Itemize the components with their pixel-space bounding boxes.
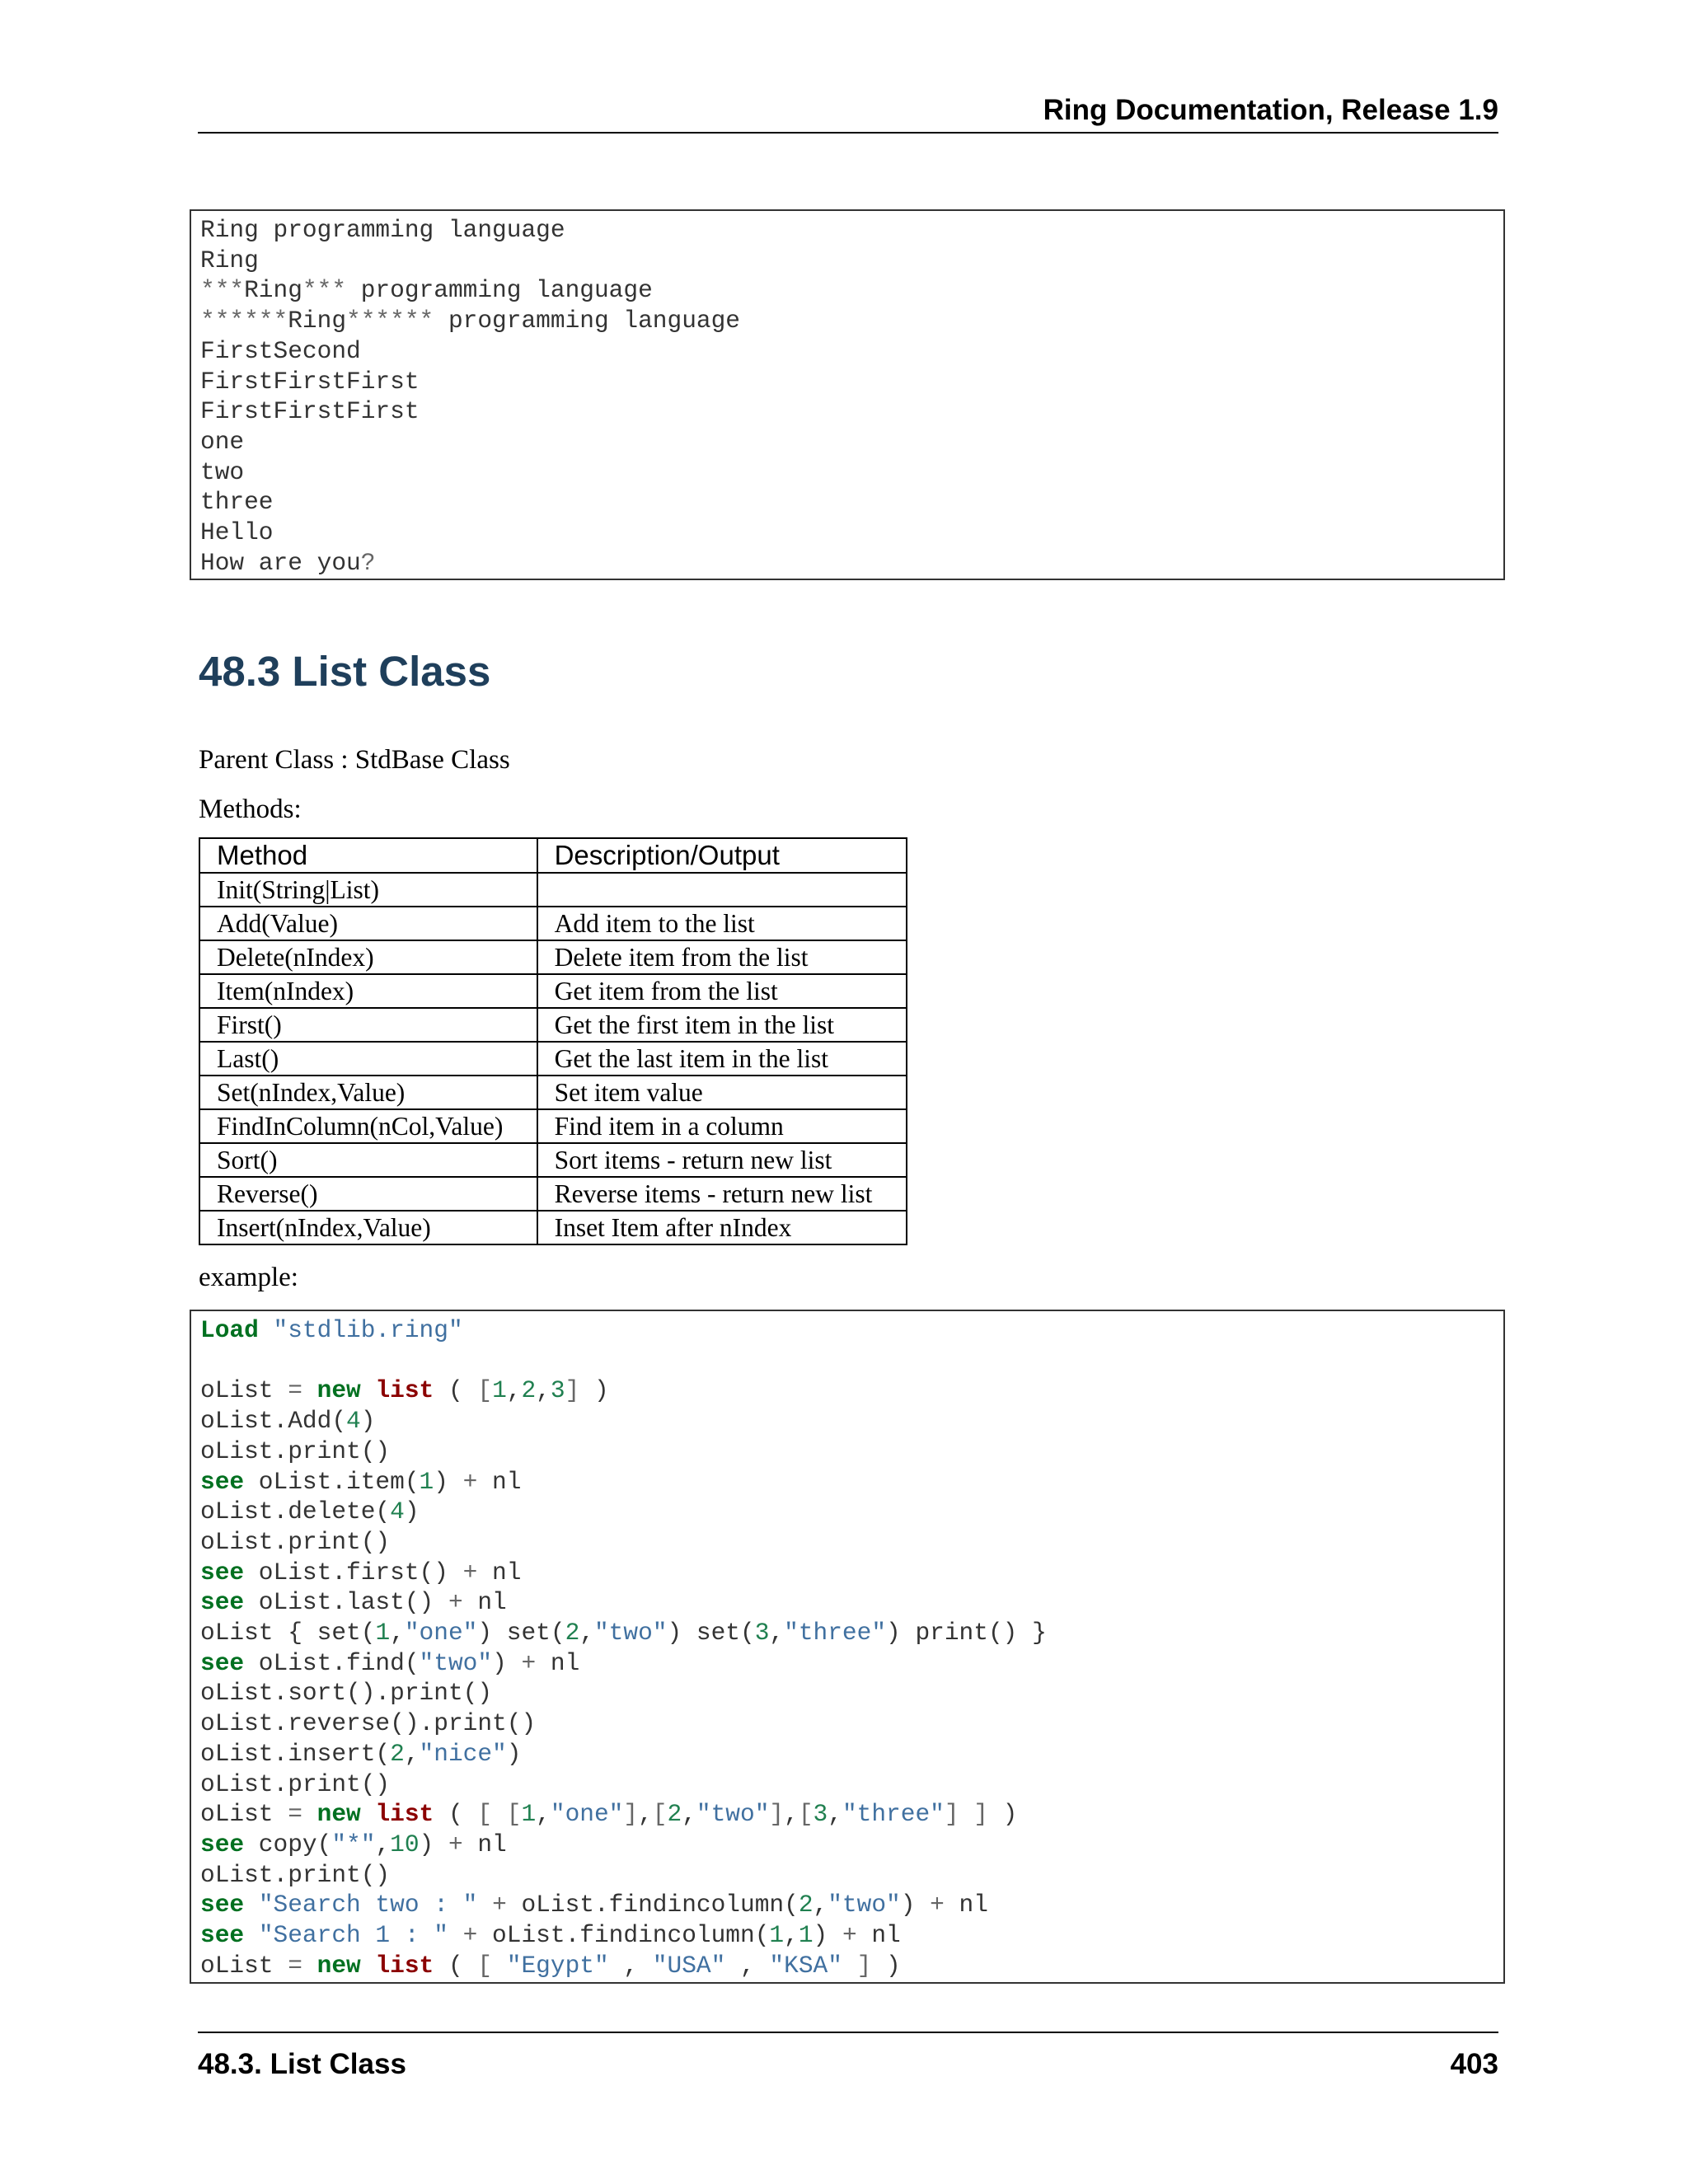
method-cell: First() xyxy=(199,1008,537,1042)
page-number: 403 xyxy=(1450,2048,1498,2080)
table-row xyxy=(199,907,907,940)
method-cell: Delete(nIndex) xyxy=(199,940,537,974)
method-cell: Insert(nIndex,Value) xyxy=(199,1211,537,1244)
table-row xyxy=(199,1109,907,1143)
output-code-block xyxy=(190,209,1505,580)
example-label: example: xyxy=(199,1263,298,1292)
description-cell: Get item from the list xyxy=(537,974,907,1008)
example-code-block xyxy=(190,1310,1505,1984)
page-footer xyxy=(198,2032,1498,2080)
description-cell: Sort items - return new list xyxy=(537,1143,907,1177)
table-row xyxy=(199,974,907,1008)
parent-class-text: Parent Class : StdBase Class xyxy=(199,745,510,775)
description-cell: Add item to the list xyxy=(537,907,907,940)
table-row xyxy=(199,1008,907,1042)
description-column-header: Description/Output xyxy=(537,838,907,873)
description-cell: Set item value xyxy=(537,1076,907,1109)
description-cell: Inset Item after nIndex xyxy=(537,1211,907,1244)
method-cell: FindInColumn(nCol,Value) xyxy=(199,1109,537,1143)
table-row xyxy=(199,1143,907,1177)
methods-label: Methods: xyxy=(199,794,302,824)
table-row xyxy=(199,873,907,907)
method-column-header: Method xyxy=(199,838,537,873)
header-title: Ring Documentation, Release 1.9 xyxy=(1043,94,1498,126)
methods-table xyxy=(199,837,907,1245)
description-cell: Get the first item in the list xyxy=(537,1008,907,1042)
method-cell: Sort() xyxy=(199,1143,537,1177)
method-cell: Item(nIndex) xyxy=(199,974,537,1008)
table-row xyxy=(199,1042,907,1076)
footer-section-title: 48.3. List Class xyxy=(198,2048,406,2080)
method-cell: Init(String|List) xyxy=(199,873,537,907)
description-cell: Get the last item in the list xyxy=(537,1042,907,1076)
description-cell: Reverse items - return new list xyxy=(537,1177,907,1211)
section-title: 48.3 List Class xyxy=(199,648,491,695)
method-cell: Set(nIndex,Value) xyxy=(199,1076,537,1109)
output-code-text: Ring programming language Ring ***Ring*** programming language ******Ring****** programming language FirstSecond FirstFirstFirst FirstFirstFirst one two three Hello How are you? xyxy=(200,216,741,577)
table-row xyxy=(199,1211,907,1244)
table-row xyxy=(199,1177,907,1211)
method-cell: Reverse() xyxy=(199,1177,537,1211)
method-cell: Last() xyxy=(199,1042,537,1076)
description-cell: Find item in a column xyxy=(537,1109,907,1143)
table-row xyxy=(199,940,907,974)
table-header-row xyxy=(199,838,907,873)
example-code-text: Load "stdlib.ring" oList = new list ( [1,2,3] ) oList.Add(4) oList.print() see oList.item(1) + nl oList.delete(4) oList.print() see oList.first() + nl see oList.last() + nl oList { set(1,"one") set(2,"two") set(3,"three") print() } see oList.find("two") + nl oList.sort().print() oList.reverse().print() oList.insert(2,"nice") oList.print() oList = new list ( [ [1,"one"],[2,"two"],[3,"three"] ] ) see copy("*",10) + nl oList.print() see "Search two : " + oList.findincolumn(2,"two") + nl see "Search 1 : " + oList.findincolumn(1,1) + nl oList = new list ( [ "Egypt" , "USA" , "KSA" ] ) xyxy=(200,1316,1047,1980)
description-cell: Delete item from the list xyxy=(537,940,907,974)
method-cell: Add(Value) xyxy=(199,907,537,940)
description-cell xyxy=(537,873,907,907)
table-row xyxy=(199,1076,907,1109)
page-header xyxy=(198,91,1498,134)
